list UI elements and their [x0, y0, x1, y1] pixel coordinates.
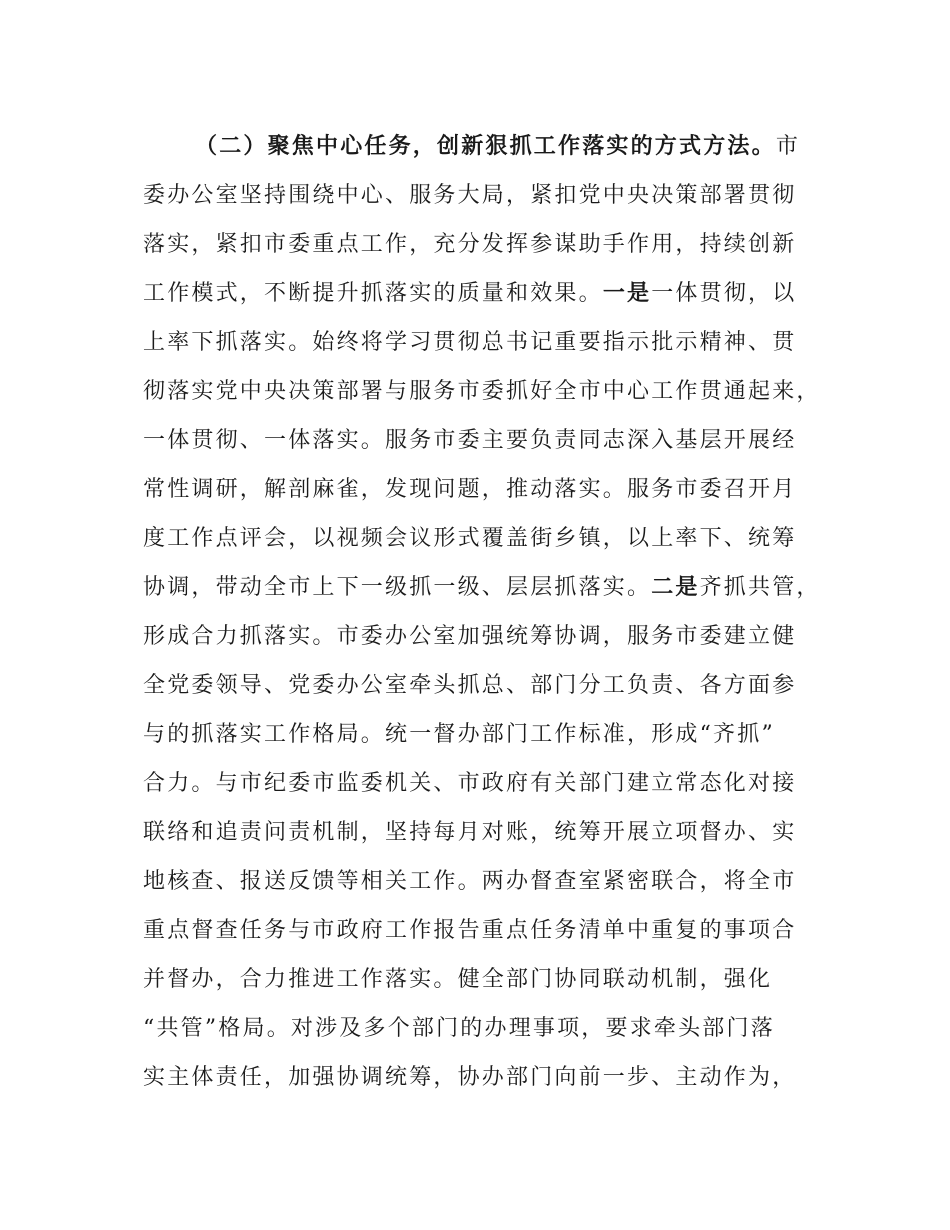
text-segment: 一体贯彻，以	[651, 281, 797, 306]
text-segment: 常性调研，解剖麻雀，发现问题，推动落实。服务市委召开月	[143, 477, 797, 502]
text-segment: 全党委领导、党委办公室牵头抓总、部门分工负责、各方面参	[143, 673, 797, 698]
body-paragraph	[143, 122, 823, 1102]
text-segment: 工作模式，不断提升抓落实的质量和效果。	[143, 281, 603, 306]
text-segment: “共管”格局。对涉及多个部门的办理事项，要求牵头部门落	[143, 1016, 775, 1041]
text-line	[143, 122, 823, 171]
text-line	[143, 563, 823, 612]
text-line	[143, 220, 823, 269]
text-segment: 落实，紧扣市委重点工作，充分发挥参谋助手作用，持续创新	[143, 232, 797, 257]
text-line	[143, 857, 823, 906]
text-line	[143, 710, 823, 759]
text-line	[143, 367, 823, 416]
text-line	[143, 906, 823, 955]
text-segment: 彻落实党中央决策部署与服务市委抓好全市中心工作贯通起来，	[143, 379, 821, 404]
text-segment: 实主体责任，加强协调统筹，协办部门向前一步、主动作为，	[143, 1065, 797, 1090]
text-segment: 协调，带动全市上下一级抓一级、层层抓落实。	[143, 575, 652, 600]
text-segment: 重点督查任务与市政府工作报告重点任务清单中重复的事项合	[143, 918, 797, 943]
bold-text-segment: 二是	[651, 575, 700, 600]
text-line	[143, 318, 823, 367]
text-line	[143, 759, 823, 808]
text-segment: 与的抓落实工作格局。统一督办部门工作标准，形成“齐抓”	[143, 722, 775, 747]
text-segment: 联络和追责问责机制，坚持每月对账，统筹开展立项督办、实	[143, 820, 797, 845]
text-segment: 合力。与市纪委市监委机关、市政府有关部门建立常态化对接	[143, 771, 797, 796]
text-line	[143, 465, 823, 514]
text-segment: 齐抓共管，	[699, 575, 821, 600]
text-segment: 上率下抓落实。始终将学习贯彻总书记重要指示批示精神、贯	[143, 330, 797, 355]
text-line	[143, 171, 823, 220]
text-line	[143, 661, 823, 710]
text-line	[143, 1053, 823, 1102]
text-segment: 委办公室坚持围绕中心、服务大局，紧扣党中央决策部署贯彻	[143, 183, 797, 208]
text-line	[143, 416, 823, 465]
text-segment: 一体贯彻、一体落实。服务市委主要负责同志深入基层开展经	[143, 428, 797, 453]
text-line	[143, 612, 823, 661]
text-segment: 形成合力抓落实。市委办公室加强统筹协调，服务市委建立健	[143, 624, 797, 649]
text-segment: 市	[775, 134, 801, 159]
text-segment: 并督办，合力推进工作落实。健全部门协同联动机制，强化	[143, 967, 773, 992]
text-line	[143, 514, 823, 563]
bold-text-segment: 一是	[602, 281, 652, 306]
text-line	[143, 808, 823, 857]
text-segment: 地核查、报送反馈等相关工作。两办督查室紧密联合，将全市	[143, 869, 797, 894]
text-line	[143, 1004, 823, 1053]
text-segment: 度工作点评会，以视频会议形式覆盖街乡镇，以上率下、统筹	[143, 526, 797, 551]
text-line	[143, 269, 823, 318]
text-line	[143, 955, 823, 1004]
bold-text-segment: （二）聚焦中心任务，创新狠抓工作落实的方式方法。	[195, 134, 776, 159]
